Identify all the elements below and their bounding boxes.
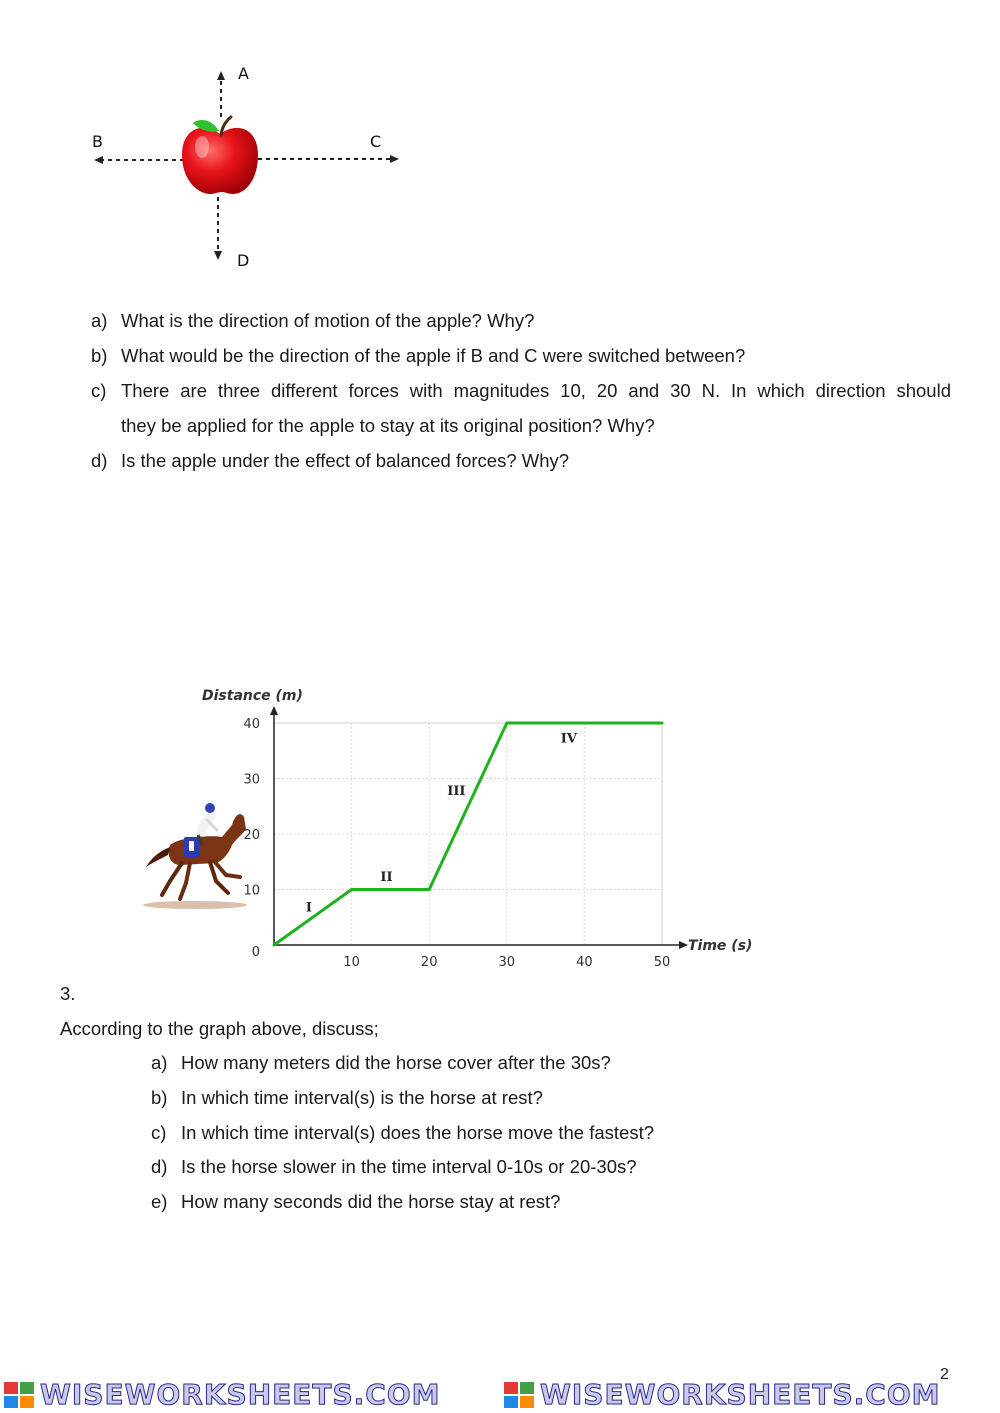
x-tick-label: 40: [576, 955, 593, 970]
question-letter: e): [151, 1191, 168, 1212]
distance-time-chart: [190, 680, 760, 980]
y-axis-title: Distance (m): [202, 688, 303, 704]
question-text-continued: they be applied for the apple to stay at its original position? Why?: [121, 415, 655, 436]
page-number: 2: [940, 1366, 949, 1383]
question-text: In which time interval(s) is the horse at rest?: [181, 1087, 543, 1108]
segment-label: II: [380, 870, 393, 886]
footer-watermark: [0, 1372, 1000, 1413]
question-text: What would be the direction of the apple if B and C were switched between?: [121, 345, 746, 366]
x-axis-title: Time (s): [688, 938, 753, 954]
arrow-a: [217, 71, 225, 117]
question-text: Is the apple under the effect of balanced forces? Why?: [121, 450, 570, 471]
apple-image: [182, 117, 258, 194]
question-text: How many seconds did the horse stay at rest?: [181, 1191, 561, 1212]
question-text: Is the horse slower in the time interval 0-10s or 20-30s?: [181, 1156, 637, 1177]
question-letter: a): [91, 310, 108, 331]
question-text: In which time interval(s) does the horse move the fastest?: [181, 1122, 654, 1143]
y-tick-label: 20: [243, 828, 260, 843]
arrow-c: [258, 155, 399, 163]
data-point: [350, 888, 353, 891]
footer-logo-icon-2: [504, 1382, 536, 1410]
question-letter: d): [91, 450, 108, 471]
y-tick-label: 0: [251, 945, 260, 960]
y-tick-label: 30: [243, 772, 260, 788]
footer-logo-text: WISEWORKSHEETS.COM: [40, 1378, 441, 1411]
label-d: D: [237, 251, 250, 270]
question-letter: d): [151, 1156, 168, 1177]
question-letter: b): [91, 345, 108, 366]
question-letter: c): [151, 1122, 167, 1143]
x-tick-label: 10: [343, 955, 360, 970]
footer-logo-text-2: WISEWORKSHEETS.COM: [540, 1378, 941, 1411]
label-c: C: [370, 132, 382, 151]
apple-force-diagram: [80, 55, 420, 280]
segment-label: III: [447, 784, 466, 800]
label-a: A: [238, 64, 249, 83]
x-tick-label: 30: [498, 955, 516, 970]
data-point: [273, 944, 276, 947]
footer-logo-icon: [4, 1382, 36, 1410]
arrow-b: [94, 156, 184, 164]
question-text: How many meters did the horse cover after the 30s?: [181, 1052, 611, 1073]
question-letter: c): [91, 380, 107, 401]
section-intro: According to the graph above, discuss;: [60, 1018, 379, 1039]
question-letter: b): [151, 1087, 168, 1108]
arrow-d: [214, 197, 222, 260]
y-axis-arrow: [270, 706, 278, 715]
label-b: B: [92, 132, 103, 151]
y-tick-label: 10: [243, 883, 260, 899]
segment-label: IV: [560, 731, 577, 747]
question-text: There are three different forces with magnitudes 10, 20 and 30 N. In which direction should: [121, 380, 951, 401]
question-letter: a): [151, 1052, 168, 1073]
data-point: [505, 722, 508, 725]
segment-label: I: [305, 900, 312, 916]
x-tick-label: 20: [420, 955, 438, 970]
section-number: 3.: [60, 983, 76, 1004]
x-tick-label: 50: [653, 955, 671, 970]
chart-grid: [274, 723, 662, 945]
data-point: [661, 722, 664, 725]
y-tick-label: 40: [243, 717, 260, 732]
question-2c: [91, 380, 951, 440]
question-text: What is the direction of motion of the apple? Why?: [121, 310, 535, 331]
data-point: [428, 888, 431, 891]
x-axis-arrow: [679, 941, 688, 949]
